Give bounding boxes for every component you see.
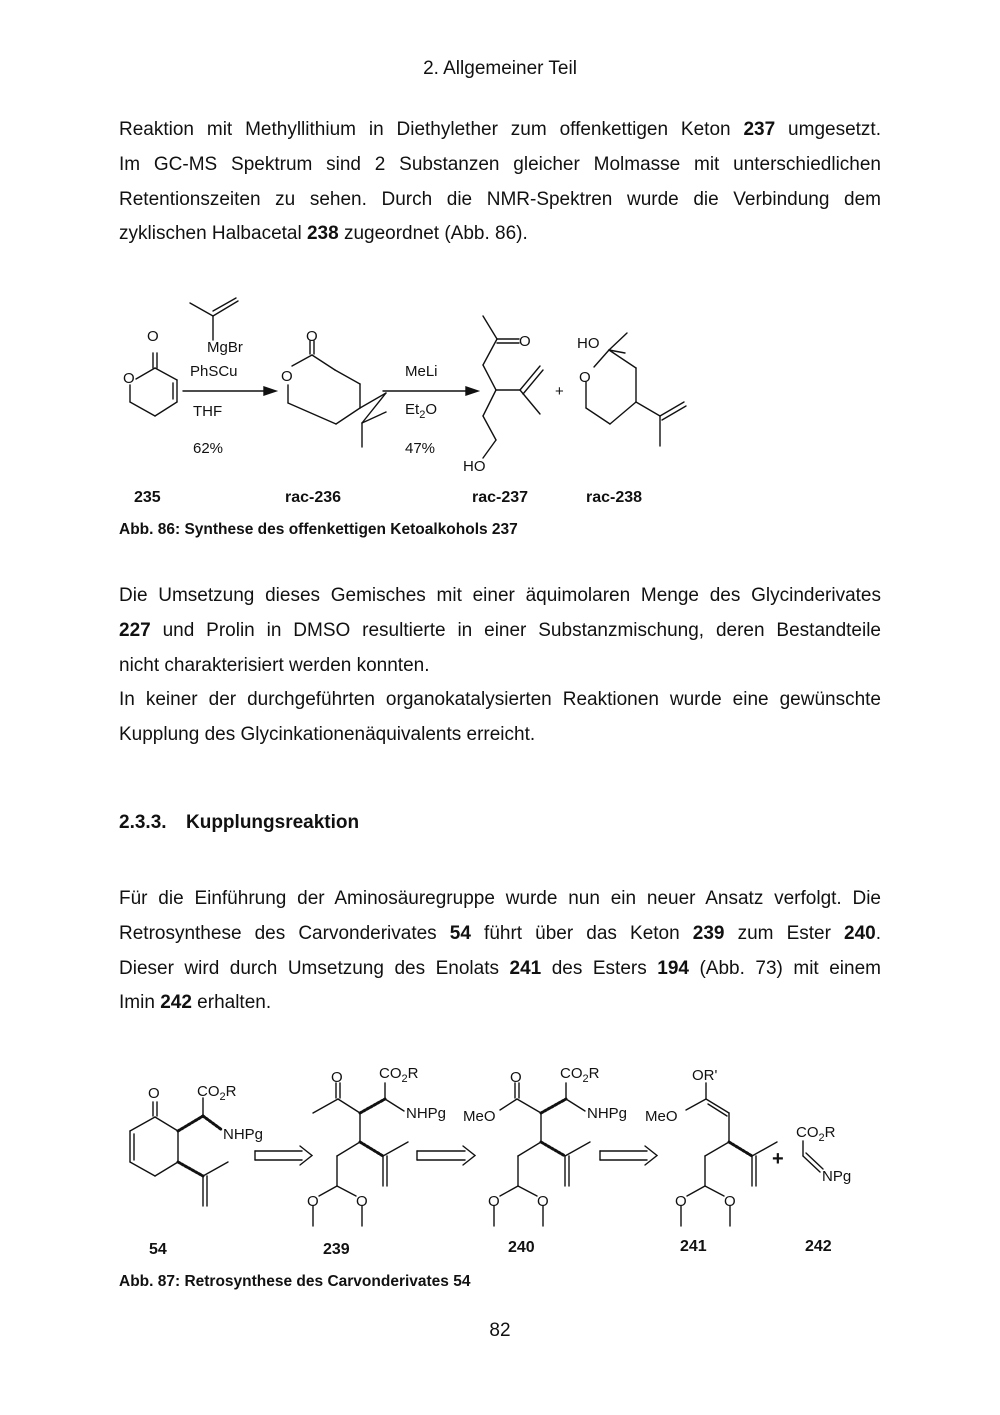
- compound-label-241: 241: [680, 1238, 707, 1255]
- compound-label-239: 239: [323, 1241, 350, 1258]
- svg-text:O: O: [148, 1085, 160, 1102]
- svg-text:NPg: NPg: [822, 1168, 852, 1185]
- svg-text:O: O: [579, 369, 591, 386]
- retro-arrow-2: [417, 1146, 475, 1165]
- svg-text:CO2R: $CO_2R$: [379, 1065, 419, 1085]
- compound-label-rac-237: rac-237: [472, 489, 529, 506]
- svg-text:+: +: [555, 383, 564, 400]
- paragraph-1: Reaktion mit Methyllithium in Diethylether zum offenkettigen Keton 237 umgesetzt. Im GC-MS Spektrum sind 2 Substanzen gleicher Molmasse mit unterschiedlichen Retentionszeiten zu sehen. Durch die NMR-Spektren wurde die Verbindung dem zyklischen Halbacetal 238 zugeordnet (Abb. 86).: [119, 119, 881, 245]
- svg-text:62%: 62%: [193, 440, 224, 457]
- svg-text:Et2O: $Et_2O$: [405, 401, 437, 421]
- svg-text:CO2R: $CO_2R$: [560, 1065, 600, 1085]
- svg-text:O: O: [147, 328, 159, 345]
- svg-text:CO2R: $CO_2R$: [197, 1083, 237, 1103]
- svg-text:O: O: [123, 370, 135, 387]
- molecule-54: [130, 1098, 228, 1206]
- svg-text:O: O: [356, 1193, 368, 1210]
- svg-text:O: O: [537, 1193, 549, 1210]
- svg-text:O: O: [675, 1193, 687, 1210]
- retro-arrow-1: [255, 1146, 312, 1165]
- svg-text:O: O: [519, 333, 531, 350]
- paragraph-3: Für die Einführung der Aminosäuregruppe wurde nun ein neuer Ansatz verfolgt. Die Retrosynthese des Carvonderivates 54 führt über das Keton 239 zum Ester 240. Dieser wird durch Umsetzung des Enolats 241 des Esters 194 (Abb. 73) mit einem Imin 242 erhalten.: [119, 888, 882, 1014]
- compound-label-242: 242: [805, 1238, 832, 1255]
- section-heading: 2.3.3. Kupplungsreaktion: [119, 812, 360, 833]
- compound-label-rac-238: rac-238: [586, 489, 643, 506]
- svg-text:O: O: [306, 328, 318, 345]
- svg-text:MeLi: MeLi: [405, 363, 438, 380]
- compound-label-rac-236: rac-236: [285, 489, 342, 506]
- svg-text:MeO: MeO: [645, 1108, 678, 1125]
- compound-label-240: 240: [508, 1239, 535, 1256]
- compound-label-235: 235: [134, 489, 161, 506]
- svg-text:NHPg: NHPg: [406, 1105, 447, 1122]
- svg-text:NHPg: NHPg: [223, 1126, 264, 1143]
- svg-text:O: O: [724, 1193, 736, 1210]
- paragraph-2: Die Umsetzung dieses Gemisches mit einer äquimolaren Menge des Glycinderivates 227 und Prolin in DMSO resultierte in einer Substanzmischung, deren Bestandteile nicht charakterisiert werden konnten. In keiner der durchgeführten organokatalysierten Reaktionen wurde eine gewünschte Kupplung des Glycinkationenäquivalents erreicht.: [119, 585, 881, 746]
- svg-text:NHPg: NHPg: [587, 1105, 628, 1122]
- svg-text:O: O: [307, 1193, 319, 1210]
- svg-text:O: O: [331, 1069, 343, 1086]
- svg-text:HO: HO: [577, 335, 600, 352]
- page-number: 82: [489, 1320, 511, 1341]
- svg-text:PhSCu: PhSCu: [190, 363, 238, 380]
- figure-caption-86: Abb. 86: Synthese des offenkettigen Ketoalkohols 237: [119, 521, 518, 538]
- retro-arrow-3: [600, 1146, 657, 1165]
- svg-text:+: +: [772, 1148, 784, 1170]
- svg-text:47%: 47%: [405, 440, 436, 457]
- figure-caption-87: Abb. 87: Retrosynthese des Carvonderivates 54: [119, 1273, 471, 1290]
- svg-text:OR': OR': [692, 1067, 718, 1084]
- compound-label-54: 54: [149, 1241, 167, 1258]
- svg-text:O: O: [488, 1193, 500, 1210]
- svg-text:MeO: MeO: [463, 1108, 496, 1125]
- svg-text:CO2R: $CO_2R$: [796, 1124, 836, 1144]
- svg-text:O: O: [510, 1069, 522, 1086]
- svg-text:THF: THF: [193, 403, 223, 420]
- running-header: 2. Allgemeiner Teil: [423, 58, 577, 79]
- svg-text:HO: HO: [463, 458, 486, 475]
- svg-text:MgBr: MgBr: [207, 339, 243, 356]
- svg-text:O: O: [281, 368, 293, 385]
- molecule-242: [803, 1141, 823, 1172]
